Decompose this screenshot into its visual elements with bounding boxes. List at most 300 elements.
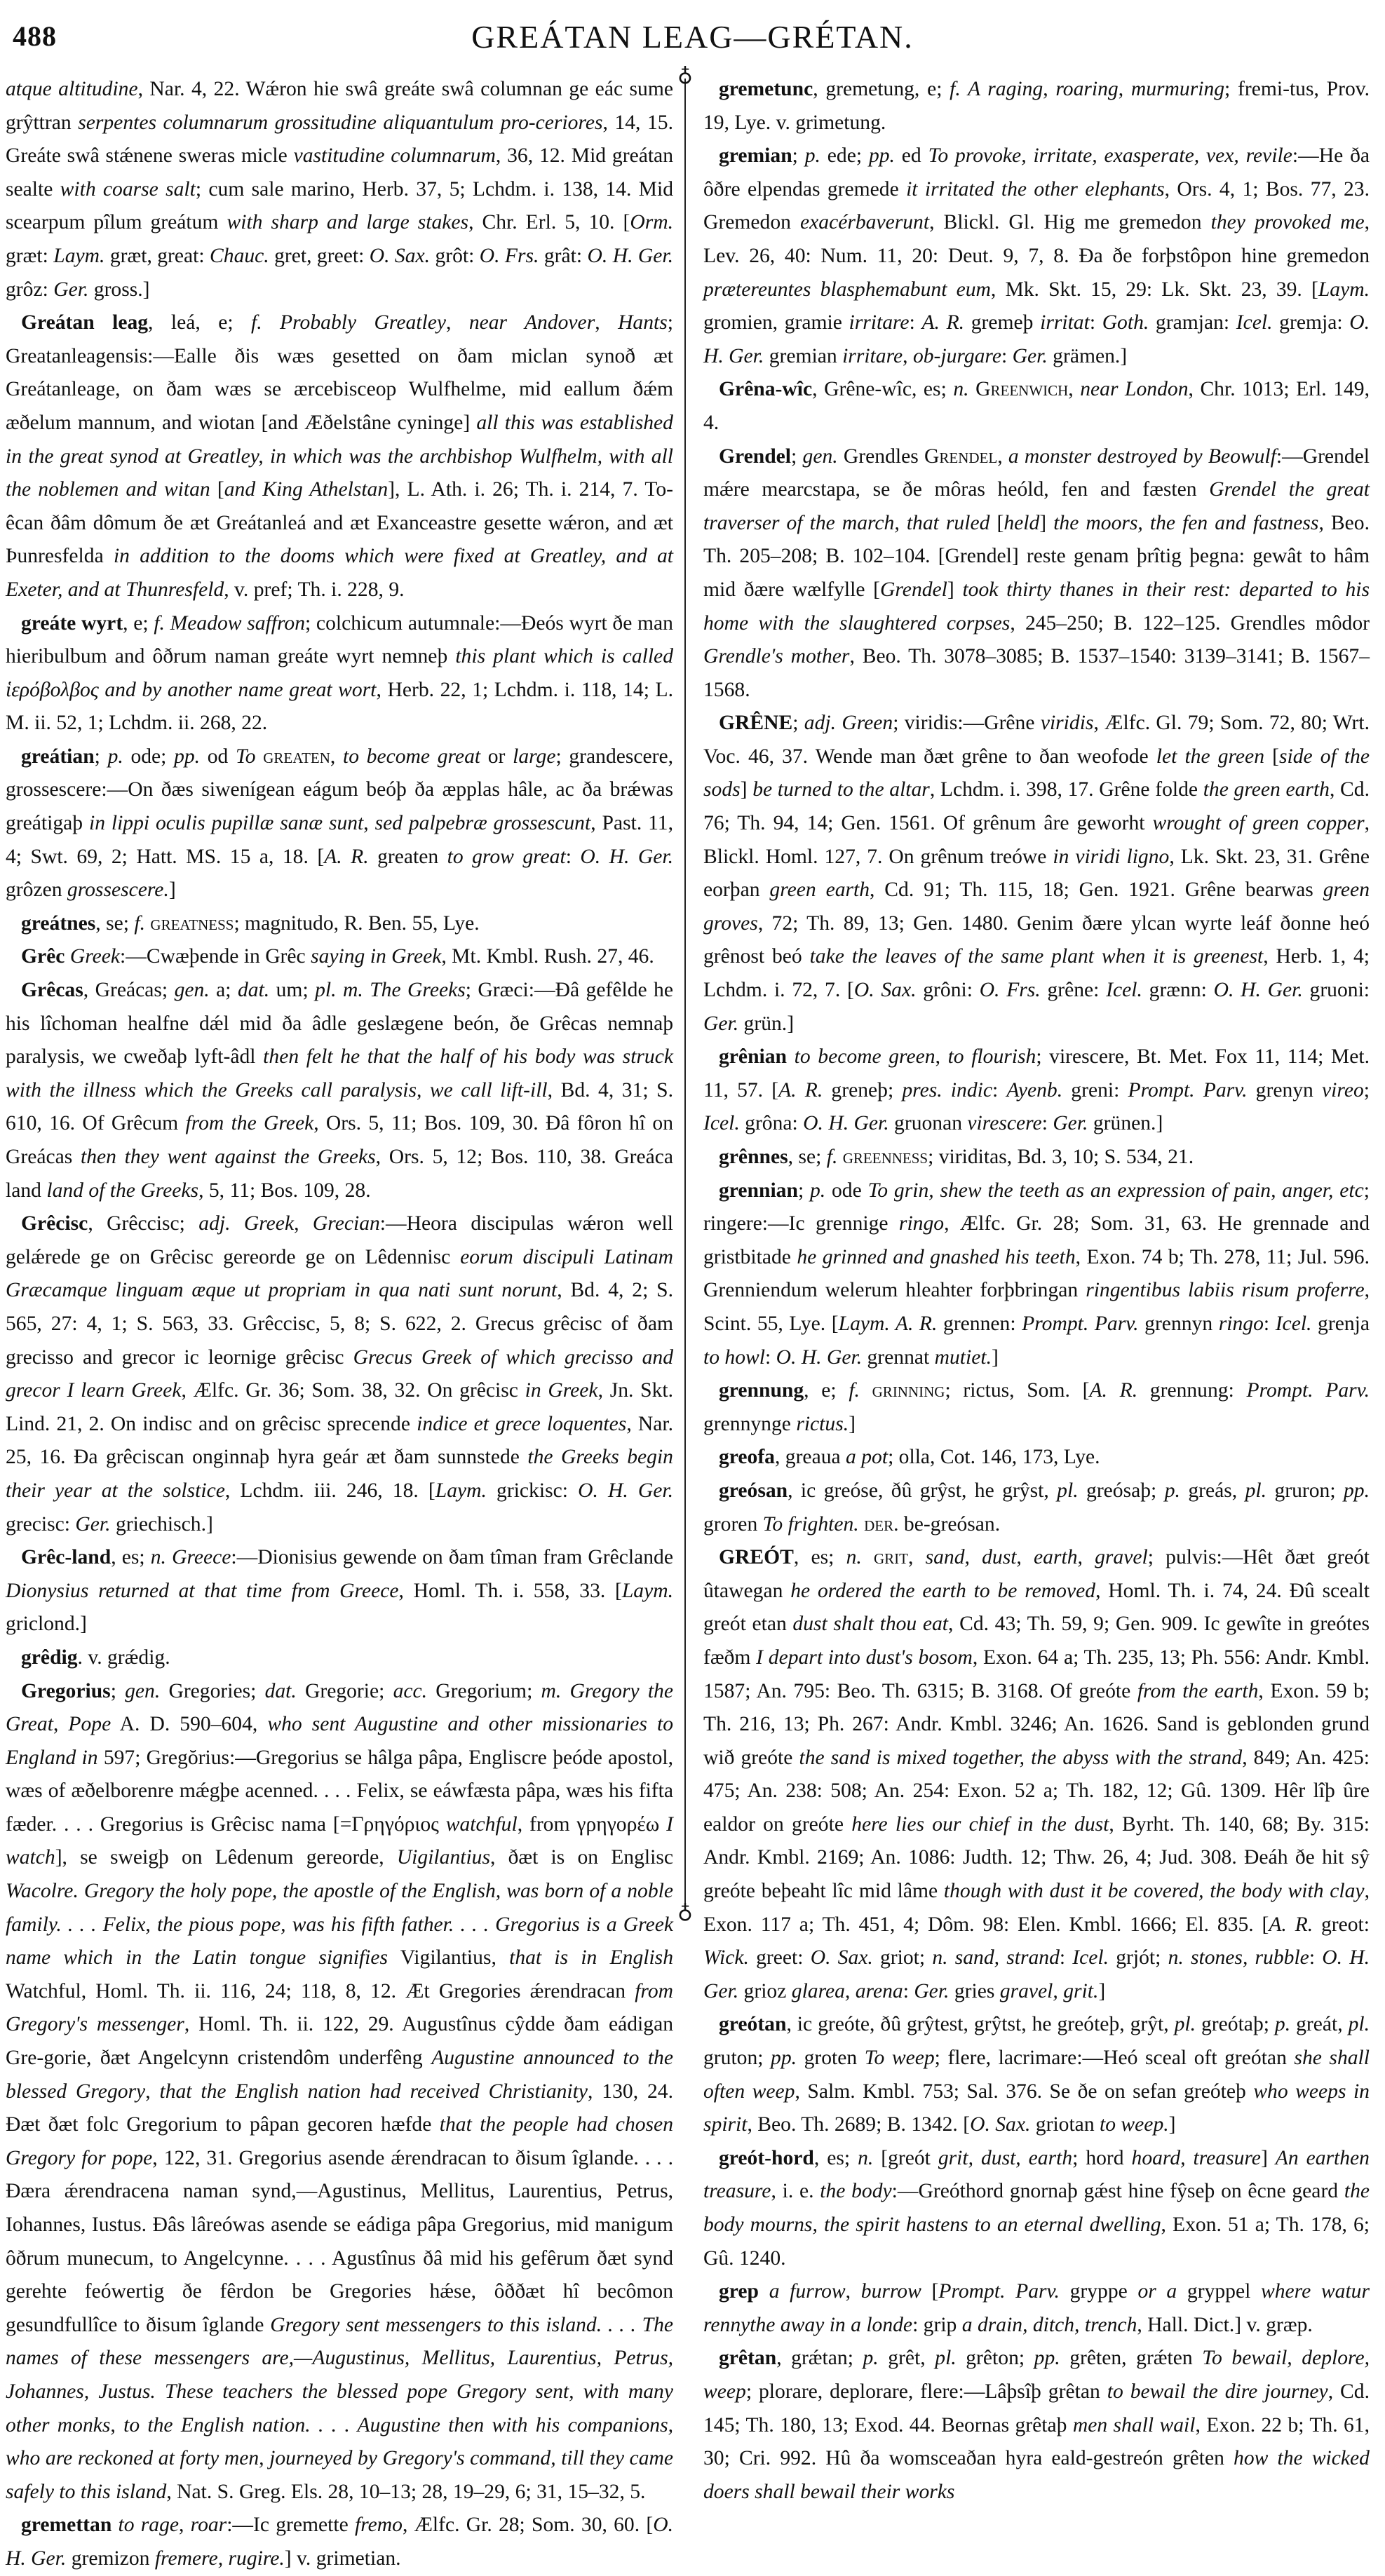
entry-text: be-greósan. [898, 1512, 1001, 1536]
entry-text: , Scint. 55, Lye. [ [703, 1279, 1370, 1335]
headword: Grêna-wîc [719, 378, 813, 401]
italic-text: Prompt. Parv. [1128, 1078, 1248, 1101]
entry-text: ] [1039, 511, 1054, 534]
italic-text: Laym. [621, 1579, 673, 1602]
entry-text: , Homl. Th. i. 74, 24. Ðû scealt greót etan [703, 1579, 1370, 1636]
entry-text: [greót [873, 2146, 938, 2169]
italic-text: pl. [1245, 1479, 1267, 1502]
entry-text: : [1263, 1312, 1276, 1335]
italic-text: to howl [703, 1345, 765, 1369]
entry-text: , [907, 1546, 926, 1569]
italic-text: A. R. [921, 311, 965, 334]
italic-text: Icel. [703, 1112, 740, 1135]
entry-text: :—Greóthord gnornaþ gǽst hine fŷseþ on êcne geard [891, 2180, 1344, 2203]
headword: gremetunc [719, 78, 813, 100]
entry-text: ; viriditas, Bd. 3, 10; S. 534, 21. [928, 1146, 1194, 1168]
italic-text: n. [953, 378, 969, 401]
entry-text: [ [989, 511, 1004, 534]
entry-text: ; rictus, Som. [ [945, 1379, 1090, 1402]
italic-text: ringentibus labiis risum proferre [1086, 1279, 1365, 1302]
dictionary-entry [703, 2342, 1370, 2509]
italic-text: dust shalt thou eat [792, 1613, 949, 1636]
italic-text: p. [1274, 2013, 1291, 2036]
italic-text: Prompt. Parv. [1022, 1312, 1139, 1335]
entry-text [859, 1513, 864, 1536]
italic-text: or a [1137, 2280, 1177, 2303]
entry-text: , [53, 1713, 69, 1736]
italic-text: this plant which is called ἱερόβολβος and by another name great wort [6, 645, 673, 701]
italic-text: sed palpebræ grossescunt [374, 812, 591, 835]
entry-text: greni: [1062, 1078, 1128, 1101]
italic-text: To [236, 745, 264, 768]
entry-text: grêt, [878, 2347, 935, 2370]
entry-text: , 5, 11; Bos. 109, 28. [198, 1179, 371, 1202]
italic-text: fremo [355, 2514, 403, 2537]
entry-text: Watchful, Homl. Th. ii. 116, 24; 118, 8, 12. Æt Gregories ǽrendracan [6, 1979, 635, 2002]
italic-text: rictus. [796, 1412, 849, 1435]
italic-text: who sent Augustine and other missionaries to England in [6, 1713, 673, 1769]
ornament-top-icon: ♁ [677, 63, 693, 86]
italic-text: O. Sax. [853, 979, 917, 1002]
headword: grennian [719, 1179, 798, 1202]
entry-text: : [1309, 1946, 1323, 1970]
dictionary-entry [6, 1541, 673, 1641]
italic-text: vireo [1322, 1078, 1364, 1101]
entry-text: , Exon. 117 a; Th. 451, 4; Dôm. 98: Elen. Kmbl. 1666; El. 835. [ [703, 1880, 1370, 1936]
small-caps-text: grit [873, 1546, 908, 1569]
italic-text: O. H. Ger. [6, 2514, 673, 2570]
entry-text: : grip [912, 2313, 962, 2336]
italic-text: O. H. Ger. [580, 845, 674, 868]
entry-text: , 122, 31. Gregorius asende ǽrendracan to ðisum îglande. . . . Ðæra ǽrendracena naman synd,—Agustinus, Mellitus, Laurentius, Petrus, Iohannes, Iustus. Ðâs lâreówas asende se eádiga pâpa Gregorius, mid manigum ôðrum munecum, to Angelcynne. . . . Agustînus ðâ mid his gefêrum ðæt synd gerehte feówertig ðe fêrdon be Gregories hǽse, ôððæt hî becômon gesundfullîce to ðisum îglande [6, 2146, 674, 2336]
italic-text: land of the Greeks [46, 1179, 199, 1202]
entry-text: , [294, 1212, 313, 1235]
small-caps-text: Grendel [924, 445, 998, 468]
entry-text: , e; [804, 1379, 849, 1402]
entry-text: , Cd. 76; Th. 94, 14; Gen. 1561. Of grênum âre geworht [703, 778, 1370, 835]
entry-text: greot: [1313, 1913, 1370, 1936]
entry-text: , Beo. Th. 3078–3085; B. 1537–1540: 3139–3141; B. 1567–1568. [703, 645, 1370, 701]
dictionary-entry [6, 1641, 673, 1675]
entry-text: , Blickl. Homl. 127, 7. On grênum treówe [703, 812, 1370, 868]
italic-text: she shall often weep [703, 2047, 1370, 2103]
italic-text: here lies our chief in the dust [851, 1812, 1109, 1836]
entry-text: , Beo. Th. 205–208; B. 102–104. [Grendel] reste genam þrîtig þegna: gewât to hâm mid ðære wælfylle [ [703, 511, 1370, 601]
italic-text: vastitudine columnarum [293, 144, 496, 168]
entry-text: ede; [820, 144, 869, 168]
dictionary-entry [703, 1141, 1370, 1174]
italic-text: glarea, arena [791, 1979, 903, 2002]
italic-text: O. Sax. [369, 244, 431, 267]
small-caps-text: greatness [150, 911, 234, 935]
entry-text: , Grêne-wîc, es; [812, 378, 954, 401]
entry-text: grünen.] [1088, 1112, 1163, 1135]
italic-text: pl. m. The Greeks [315, 979, 466, 1002]
entry-continuation [6, 73, 673, 306]
italic-text: ringo [898, 1212, 945, 1235]
headword: grênian [719, 1045, 788, 1069]
entry-text: : [1041, 1112, 1053, 1135]
entry-text: , 72; Th. 89, 13; Gen. 1480. Genim ðære ylcan wyrte leáf ðonne heó grênost beó [703, 911, 1370, 968]
italic-text: pl. [1057, 1479, 1079, 1502]
headword: greofa [719, 1446, 775, 1469]
entry-text: grænn: [1142, 979, 1214, 1002]
italic-text: near London [1080, 378, 1189, 401]
entry-text: , Cd. 145; Th. 180, 13; Exod. 44. Beornas grêtaþ [703, 2380, 1370, 2436]
entry-text: gremeþ [964, 311, 1041, 334]
small-caps-text: grinning [872, 1379, 945, 1402]
entry-text: or [480, 745, 513, 768]
italic-text: To bewail, deplore, weep [703, 2347, 1370, 2403]
entry-text: : [1089, 311, 1102, 334]
italic-text: pp. [771, 2047, 797, 2070]
italic-text: ringo [1218, 1312, 1264, 1335]
headword: grênnes [719, 1146, 788, 1168]
headword: greátnes [21, 911, 96, 935]
entry-text: gross.] [88, 278, 150, 301]
italic-text: pp. [174, 745, 201, 768]
entry-text: , Lchdm. iii. 246, 18. [ [224, 1479, 435, 1502]
italic-text: irritare [842, 344, 903, 367]
italic-text: sand, dust, earth, gravel [925, 1546, 1148, 1569]
entry-text: gremja: [1272, 311, 1350, 334]
entry-text: , i. e. [771, 2180, 820, 2203]
italic-text: f. [134, 911, 145, 935]
entry-text: greás, [1180, 1479, 1245, 1502]
italic-text: took thirty thanes in their rest: departed to his home with the slaughtered corpses [703, 578, 1370, 635]
italic-text: adj. Greek [198, 1212, 295, 1235]
italic-text: m. Gregory the Great [6, 1679, 673, 1736]
italic-text: gen. [802, 445, 838, 468]
entry-text: ; [791, 445, 803, 468]
italic-text: Greek [69, 945, 121, 968]
entry-text: Gregorium; [427, 1679, 541, 1702]
headword: gremian [719, 144, 792, 168]
italic-text: grossescere. [67, 879, 169, 902]
entry-text: : [909, 311, 922, 334]
italic-text: irritat [1040, 311, 1090, 334]
entry-text: grât: [539, 244, 588, 267]
entry-text: od [200, 745, 236, 768]
italic-text: O. Sax. [970, 2113, 1031, 2136]
entry-text: grennynge [703, 1412, 797, 1435]
entry-text: , Cd. 43; Th. 59, 9; Gen. 909. Ic gewîte in greótes fæðm [703, 1613, 1370, 1669]
dictionary-entry [6, 1207, 673, 1541]
entry-text: , [595, 311, 619, 334]
italic-text: p. [863, 2347, 879, 2370]
entry-text: grennat [862, 1345, 935, 1369]
entry-text: , Ælfc. Gr. 28; Som. 30, 60. [ [402, 2514, 654, 2537]
entry-text: ] [1168, 2113, 1176, 2136]
entry-text: A. D. 590–604, [111, 1713, 268, 1736]
italic-text: that the people had chosen Gregory for pope [6, 2113, 673, 2169]
entry-text: , Beo. Th. 2689; B. 1342. [ [747, 2113, 971, 2136]
entry-text: , 130, 24. Ðæt ðæt folc Gregorium to pâpan gecoren hæfde [6, 2080, 673, 2136]
entry-text: :—Dionisius gewende on ðam tîman fram Grêclande [231, 1546, 673, 1569]
entry-text: Gregorie; [296, 1679, 393, 1702]
italic-text: gen. [125, 1679, 161, 1702]
italic-text: indice et grece loquentes [417, 1412, 627, 1435]
headword: Grêcisc [21, 1212, 88, 1235]
italic-text: though with dust it be covered, the body with clay [943, 1880, 1365, 1903]
entry-text: grêten, grǽten [1060, 2347, 1203, 2370]
entry-text: grioz [738, 1979, 792, 2002]
entry-text: , Grêccisc; [88, 1212, 199, 1235]
entry-text: , se; [95, 911, 135, 935]
italic-text: p. [1164, 1479, 1180, 1502]
entry-text: grickisc: [486, 1479, 579, 1502]
entry-text: , Byrht. Th. 140, 68; By. 315: Andr. Kmbl. 2169; An. 1086: Judth. 12; Thw. 26, 4; Jud. 308. Ðeáh ðe hit sŷ greóte beþeaht lîc mid lâme [703, 1812, 1370, 1903]
entry-text: grün.] [738, 1012, 795, 1035]
italic-text: from Gregory's messenger [6, 1979, 673, 2036]
entry-text: ], L. Ath. i. 26; Th. i. 214, 7. To-êcan ðâm dômum ðe æt Greátanleá and æt Exanceastre gesette wǽron, and æt Þunresfelda [6, 478, 673, 568]
entry-text: ; fremi-tus, Prov. 19, Lye. v. grimetung. [703, 78, 1370, 134]
running-head: GREÁTAN LEAG—GRÉTAN. [471, 19, 914, 55]
headword: GREÓT [719, 1546, 794, 1569]
entry-text [79, 1880, 84, 1902]
entry-text: griclond.] [6, 1613, 87, 1636]
italic-text: I watch [6, 1812, 673, 1869]
italic-text: An earthen treasure [703, 2146, 1370, 2203]
entry-text: , ðæt is on Englisc [490, 1846, 673, 1869]
italic-text: Ger. [914, 1979, 950, 2002]
entry-text: greet: [748, 1946, 811, 1970]
italic-text: n. sand, strand [932, 1946, 1060, 1970]
entry-text [837, 1146, 842, 1168]
entry-text: , 14, 15. Greáte swâ stǽnene sweras micle [6, 111, 673, 168]
entry-text [862, 1546, 874, 1568]
entry-text: ] [740, 778, 753, 801]
italic-text: pp. [1343, 1479, 1370, 1502]
entry-text: ; colchicum autumnale:—Ðeós wyrt ðe man hieribulbum and ôðrum naman greáte wyrt nemneþ [6, 611, 673, 668]
italic-text: To provoke, irritate, exasperate, vex, revile [928, 144, 1292, 168]
entry-text: Vigilantius, [388, 1946, 510, 1970]
headword: greósan [719, 1479, 788, 1502]
left-column [6, 73, 673, 2576]
italic-text: A. R. [1269, 1913, 1313, 1936]
dictionary-entry [6, 607, 673, 740]
entry-text: , Jn. Skt. Lind. 21, 2. On indisc and on grêcisc sprecende [6, 1379, 673, 1435]
dictionary-entry [703, 1441, 1370, 1475]
italic-text: p. [107, 745, 123, 768]
italic-text: dat. [237, 979, 270, 1002]
italic-text: pl. [1348, 2013, 1370, 2036]
italic-text: O. H. Ger. [776, 1345, 863, 1369]
italic-text: f. A raging [950, 78, 1043, 100]
entry-text: ; olla, Cot. 146, 173, Lye. [888, 1446, 1100, 1469]
italic-text: pl. [935, 2347, 957, 2370]
italic-text: a furrow [769, 2280, 846, 2303]
dictionary-entry [703, 2008, 1370, 2141]
entry-text: , Ælfc. Gr. 28; Som. 31, 63. He grennade and gristbitade [703, 1212, 1370, 1268]
entry-text: , Bd. 4, 31; S. 610, 16. Of Grêcum [6, 1078, 674, 1135]
entry-text: gruoni: [1302, 979, 1370, 1002]
italic-text: murmuring [1130, 78, 1225, 100]
entry-text: grenja [1311, 1312, 1370, 1335]
dictionary-entry [703, 73, 1370, 140]
italic-text: Icel. [1106, 979, 1142, 1002]
small-caps-text: greaten [263, 745, 330, 768]
italic-text: who weeps in spirit [703, 2080, 1370, 2136]
entry-text: , [145, 2080, 160, 2103]
italic-text: watchful [445, 1812, 518, 1836]
entry-text: , Nar. 4, 22. Wǽron hie swâ greáte swâ columnan ge eác sume grŷttran [6, 78, 673, 134]
entry-text: [ [1264, 745, 1279, 768]
entry-text: Grendles [837, 445, 924, 468]
entry-text: ; cum sale marino, Herb. 37, 5; Lchdm. i. 138, 14. Mid scearpum pîlum greátum [6, 177, 673, 234]
italic-text: pl. [1174, 2013, 1196, 2036]
italic-text: Dionysius returned at that time from Greece [6, 1579, 399, 1602]
entry-text: , Nar. 25, 16. Ða grêciscan onginnaþ hyra geár æt ðam sunnstede [6, 1412, 673, 1469]
entry-text: , [1068, 378, 1081, 401]
entry-text: gryppel [1177, 2280, 1262, 2303]
italic-text: Ger. [1012, 344, 1048, 367]
italic-text: Chauc. [210, 244, 269, 267]
entry-text: ; Greatanleagensis:—Ealle ðis wæs gesetted on ðam miclan synoð æt Greátanleage, on ðam wæs se ærcebisceop Wulfhelme, mid eallum ðǽm æðelum mannum, and wiotan [and Æðelstâne cyninge] [6, 311, 674, 434]
entry-text: , [997, 445, 1008, 468]
entry-text: gromien, gramie [703, 311, 849, 334]
dictionary-entry [703, 1475, 1370, 1541]
dictionary-entry [703, 373, 1370, 440]
italic-text: the body [820, 2180, 892, 2203]
italic-text: in viridi ligno [1053, 845, 1170, 868]
italic-text: with sharp and large stakes [227, 211, 469, 234]
italic-text: eorum discipuli Latinam Græcamque linguam æque ut propriam in qua nati sunt norunt [6, 1245, 673, 1302]
italic-text: the body mourns, the spirit hastens to an eternal dwelling [703, 2180, 1370, 2236]
entry-text: , [363, 812, 375, 835]
italic-text: from the Greek [185, 1112, 314, 1135]
headword: Grendel [719, 445, 792, 468]
entry-text: gret, greet: [269, 244, 370, 267]
italic-text: Prompt. Parv. [1246, 1379, 1370, 1402]
entry-text: ], se sweigþ on Lêdenum gereorde, [55, 1846, 397, 1869]
small-caps-text: Greenwich [975, 378, 1069, 401]
entry-text: , es; [111, 1546, 151, 1569]
italic-text: he grinned and gnashed his teeth [797, 1245, 1076, 1268]
italic-text: it irritated the other elephants [906, 177, 1165, 201]
entry-text: , Cd. 91; Th. 115, 18; Gen. 1921. Grêne bearwas [870, 879, 1323, 902]
italic-text: prætereuntes blasphemabunt eum [703, 278, 991, 301]
italic-text: O. H. Ger. [703, 1946, 1370, 2002]
entry-text: grennen: [937, 1312, 1022, 1335]
entry-text: gruron; [1266, 1479, 1344, 1502]
italic-text: A. R. [324, 845, 369, 868]
entry-text: , Mt. Kmbl. Rush. 27, 46. [441, 945, 654, 968]
entry-text: griotan [1030, 2113, 1100, 2136]
italic-text: f. [849, 1379, 860, 1402]
entry-text: :—Heora discipulas wǽron well gelǽrede ge on Grêcisc gereorde ge on Lêdennisc [6, 1212, 673, 1268]
entry-text: græt, great: [104, 244, 210, 267]
italic-text: a monster destroyed by Beowulf [1008, 445, 1276, 468]
entry-text: , Chr. Erl. 5, 10. [ [468, 211, 630, 234]
italic-text: the green earth [1203, 778, 1330, 801]
entry-text: ] [168, 879, 176, 902]
dictionary-entry [6, 974, 673, 1207]
italic-text: that the English nation had received Christianity [159, 2080, 588, 2103]
entry-text: , es; [793, 1546, 846, 1569]
entry-text: ; plorare, deplorare, flere:—Lâþsîþ grêtan [745, 2380, 1107, 2403]
entry-text: ; magnitudo, R. Ben. 55, Lye. [234, 911, 480, 935]
headword: grennung [719, 1379, 804, 1402]
entry-text: , ic greóte, ðû grŷtest, grŷtst, he greóteþ, grŷt, [786, 2013, 1175, 2036]
italic-text: dat. [264, 1679, 297, 1702]
headword: greátian [21, 745, 95, 768]
entry-text: ; [792, 712, 804, 735]
entry-text: : [1001, 344, 1013, 367]
italic-text: Pope [68, 1713, 112, 1736]
entry-text: . v. grǽdig. [77, 1646, 170, 1669]
entry-text: gremizon [66, 2547, 155, 2570]
entry-text: , Ors. 5, 12; Bos. 110, 38. Greáca land [6, 1146, 673, 1202]
italic-text: acc. [393, 1679, 428, 1702]
italic-text: grit, dust, earth [938, 2146, 1073, 2169]
italic-text: adj. Green [804, 712, 893, 735]
headword: GRÊNE [719, 712, 793, 735]
entry-text: , [935, 1045, 948, 1069]
entry-text: , Lev. 26, 40: Num. 11, 20: Deut. 9, 7, 8. Ða ðe forþstôpon hine gremedon [703, 211, 1370, 267]
entry-text: , Bd. 4, 2; S. 565, 27: 4, 1; S. 563, 33. Grêccisc, 5, 8; S. 622, 2. Grecus grêcisc of ðam grecisso and grecor ic leornige grêcisc [6, 1279, 673, 1369]
italic-text: let the green [1156, 745, 1264, 768]
italic-text: large [513, 745, 556, 768]
italic-text: Laym. [1318, 278, 1370, 301]
italic-text: how the wicked doers shall bewail their works [703, 2447, 1370, 2503]
italic-text: all this was established in the great synod at Greatley, in which was the archbishop Wulfhelm, with all the noblemen and witan [6, 411, 673, 501]
entry-text: [ [210, 478, 224, 501]
headword: greáte wyrt [21, 611, 123, 635]
italic-text: Grecian [312, 1212, 380, 1235]
italic-text: saying in Greek [311, 945, 442, 968]
entry-text: gramjan: [1149, 311, 1236, 334]
entry-text: , es; [813, 2146, 858, 2169]
entry-text: , Lchdm. i. 398, 17. Grêne folde [929, 778, 1203, 801]
italic-text: gen. [174, 979, 210, 1002]
entry-text: , Exon. 64 a; Th. 235, 13; Ph. 556: Andr. Kmbl. 1587; An. 795: Beo. Th. 6315; B. 3168. Of greóte [703, 1646, 1370, 1702]
italic-text: Gregory the holy pope, the apostle of the English, was born of a noble family. . . . Felix, the pious pope, was his fifth father. . . . Gregorius is a Greek name which in the Latin tongue signifies [6, 1880, 673, 1970]
entry-text: græt: [6, 244, 54, 267]
entry-text: :—He ða ôðre elpendas gremede [703, 144, 1370, 201]
italic-text: n. [846, 1546, 862, 1569]
dictionary-entry [6, 740, 673, 907]
italic-text: viridis [1040, 712, 1094, 735]
italic-text: with coarse salt [60, 177, 196, 201]
italic-text: Ger. [75, 1512, 111, 1536]
italic-text: men shall wail [1072, 2413, 1196, 2436]
entry-text: , Chr. 1013; Erl. 149, 4. [703, 378, 1370, 434]
entry-text: gruonan [889, 1112, 968, 1135]
italic-text: To grin, shew the teeth as an expression of pain, anger, etc [867, 1179, 1364, 1202]
entry-text: , Herb. 1, 4; Lchdm. i. 72, 7. [ [703, 945, 1370, 1002]
entry-text: , Exon. 59 b; Th. 216, 13; Ph. 267: Andr. Kmbl. 3246; An. 1626. Sand is geblonden grund wið greóte [703, 1679, 1370, 1769]
entry-text: ] [947, 578, 963, 601]
entry-text: ] [1260, 2146, 1276, 2169]
entry-text: :—Ic gremette [227, 2514, 355, 2537]
entry-text: ; hord [1072, 2146, 1132, 2169]
entry-text: a; [209, 979, 238, 1002]
italic-text: serpentes columnarum grossitudine aliquantulum pro-ceriores [78, 111, 603, 134]
entry-text: , [1118, 78, 1131, 100]
entry-text: , Past. 11, 4; Swt. 69, 2; Hatt. MS. 15 a, 18. [ [6, 812, 673, 868]
italic-text: irritare [849, 311, 910, 334]
entry-text: :—Grendel mǽre mearcstapa, se ðe môras heóld, fen and fæsten [703, 445, 1370, 501]
entry-text: : [1059, 1946, 1073, 1970]
entry-text: , Blickl. Gl. Hig me gremedon [929, 211, 1211, 234]
italic-text: the Greeks begin their year at the solstice [6, 1446, 673, 1502]
entry-text: , 245–250; B. 122–125. Grendles môdor [1010, 611, 1370, 635]
entry-text: , leá, e; [148, 311, 251, 334]
entry-text: ; grandescere, grossescere:—On ðæs siwenígean eágum beóþ ða æpplas hâle, ac ða brǽwas greátigaþ [6, 745, 674, 835]
dictionary-entry [703, 140, 1370, 373]
entry-text: , Ælfc. Gr. 36; Som. 38, 32. On grêcisc [181, 1379, 525, 1402]
